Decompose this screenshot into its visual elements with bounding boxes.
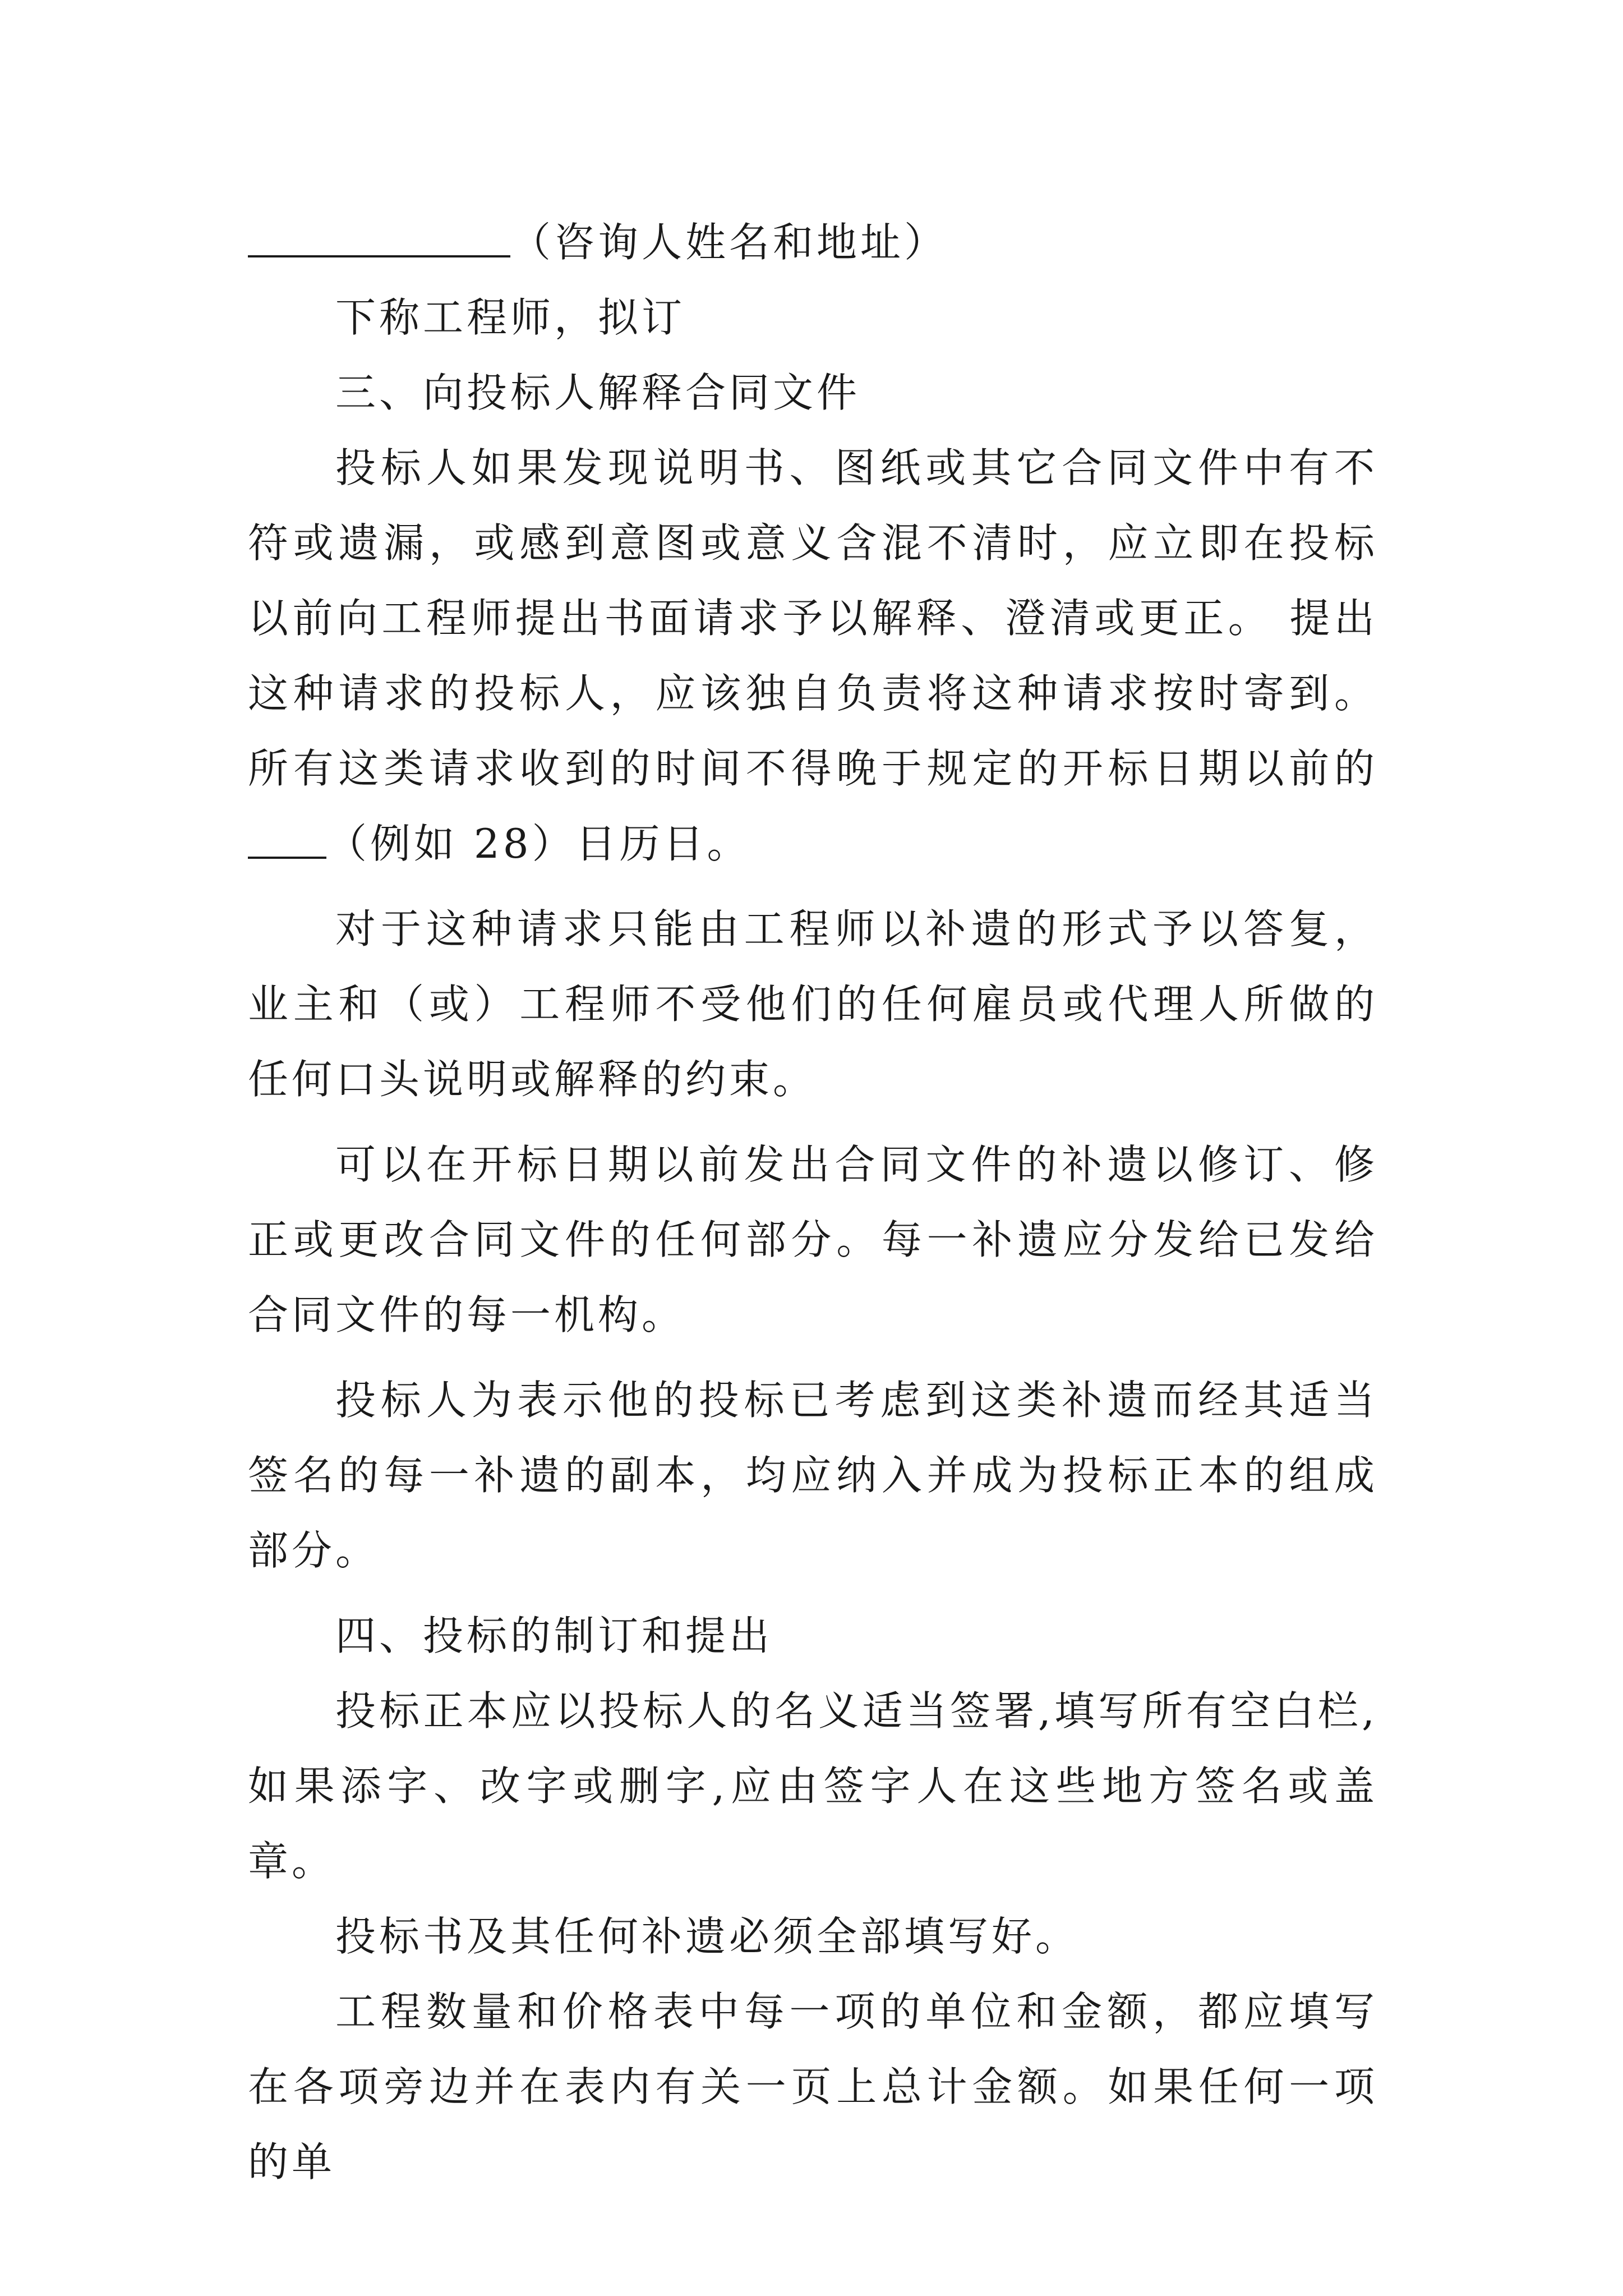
paragraph-text: （例如 28）日历日。 [326, 820, 751, 867]
consultant-label: （咨询人姓名和地址） [510, 219, 948, 266]
paragraph-complete-form: 投标书及其任何补遗必须全部填写好。 [335, 1913, 1080, 1960]
paragraph-clarification-request [248, 430, 1378, 881]
engineer-line: 下称工程师，拟订 [335, 294, 686, 341]
paragraph-price-schedule: 工程数量和价格表中每一项的单位和金额，都应填写在各项旁边并在表内有关一页上总计金额。如果任何一项的单 [248, 1988, 1378, 2185]
document-body [248, 205, 1378, 2200]
paragraph-signing: 投标正本应以投标人的名义适当签署,填写所有空白栏,如果添字、改字或删字,应由签字人在这些地方签名或盖章。 [248, 1687, 1378, 1885]
section-3-heading: 三、向投标人解释合同文件 [335, 369, 861, 416]
days-blank [248, 816, 326, 859]
consultant-line [248, 205, 1378, 280]
consultant-name-blank [248, 215, 510, 257]
paragraph-addendum-reply: 对于这种请求只能由工程师以补遗的形式予以答复，业主和（或）工程师不受他们的任何雇员或代理人所做的任何口头说明或解释的约束。 [248, 905, 1378, 1103]
paragraph-addendum-copy: 投标人为表示他的投标已考虑到这类补遗而经其适当签名的每一补遗的副本，均应纳入并成为投标正本的组成部分。 [248, 1377, 1378, 1574]
paragraph-addendum-issue: 可以在开标日期以前发出合同文件的补遗以修订、修正或更改合同文件的任何部分。每一补遗应分发给已发给合同文件的每一机构。 [248, 1141, 1378, 1338]
section-4-heading: 四、投标的制订和提出 [335, 1612, 773, 1659]
paragraph-text: 投标人如果发现说明书、图纸或其它合同文件中有不符或遗漏，或感到意图或意义含混不清时，应立即在投标以前向工程师提出书面请求予以解释、澄清或更正。 提出这种请求的投标人，应该独自负责将这种请求按时寄到。所有这类请求收到的时间不得晚于规定的开标日期以前的 [248, 444, 1378, 792]
